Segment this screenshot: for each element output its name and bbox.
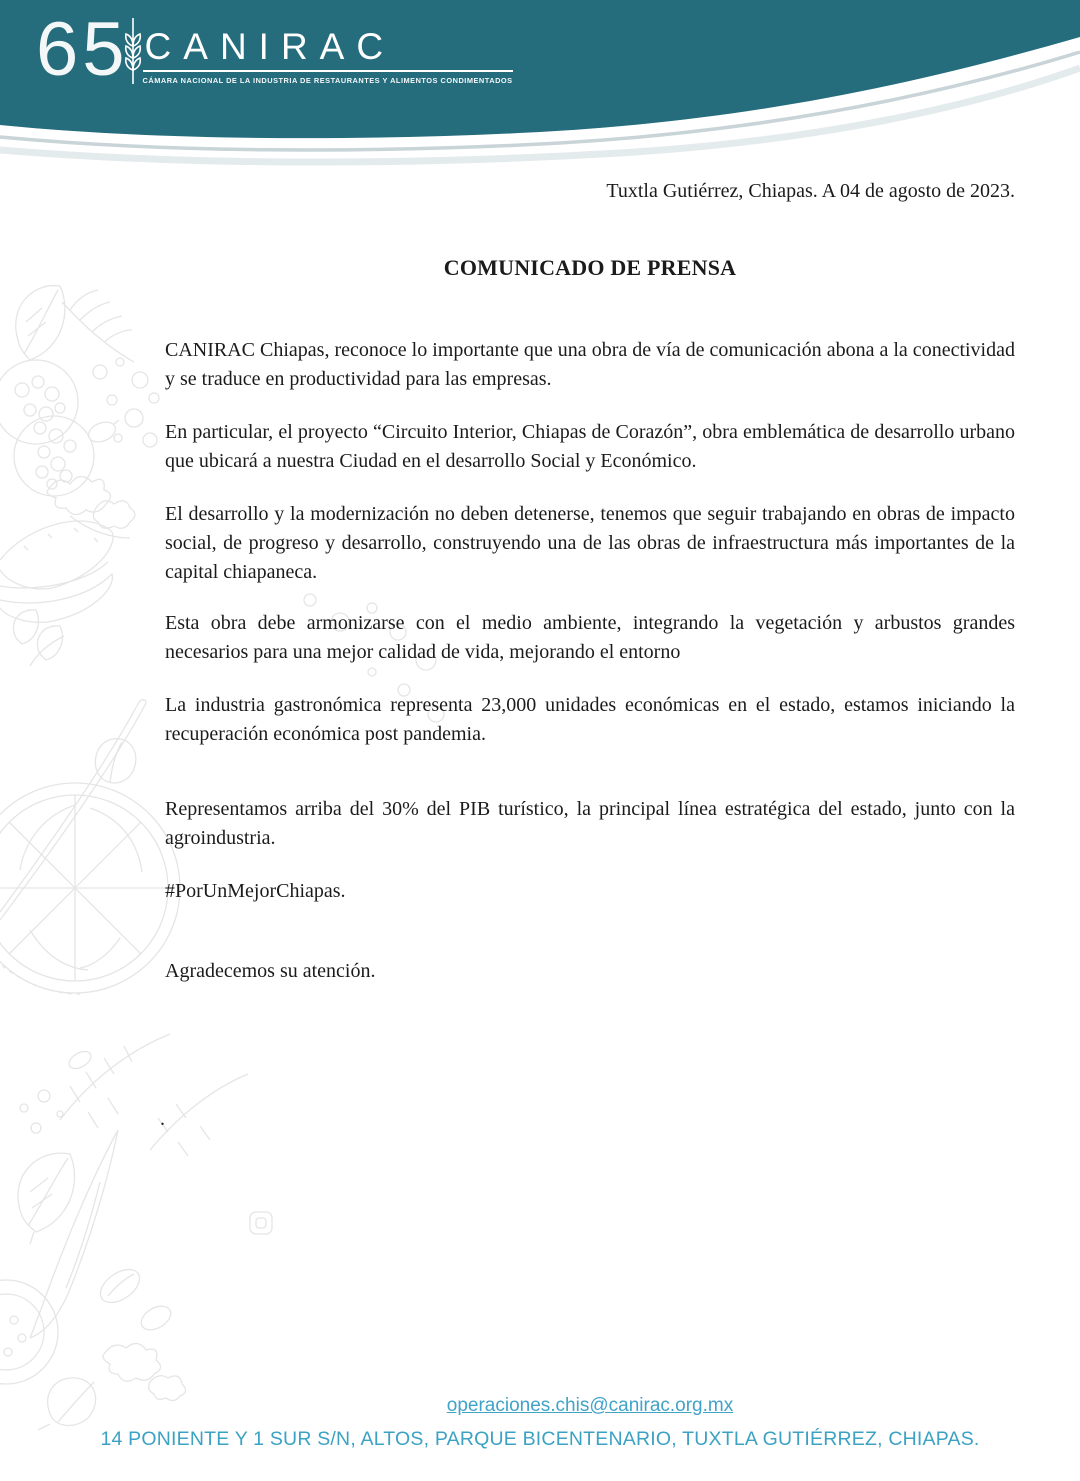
wheat-fork-icon: [122, 18, 144, 90]
body-paragraph: En particular, el proyecto “Circuito Interior, Chiapas de Corazón”, obra emblemática de desarrollo urbano que ubicará a nuestra Ciudad en el desarrollo Social y Económico.: [165, 421, 1015, 472]
letter-body: [165, 336, 1015, 1010]
stray-period: .: [160, 1108, 165, 1130]
hashtag-line: #PorUnMejorChiapas.: [165, 880, 346, 902]
basil-leaf2-sketch: [38, 1378, 96, 1430]
rounded-square-sketch: [250, 1212, 272, 1234]
body-paragraph: CANIRAC Chiapas, reconoce lo importante que una obra de vía de comunicación abona a la conectividad y se traduce en productividad para las empresas.: [165, 339, 1015, 390]
body-paragraph: La industria gastronómica representa 23,000 unidades económicas en el estado, estamos iniciando la recuperación económica post pandemia.: [165, 694, 1015, 745]
leaf2-sketch: [18, 1153, 75, 1244]
leaf-sketch: [16, 286, 65, 360]
cucumber-slice-sketch: [0, 1280, 58, 1384]
date-line: Tuxtla Gutiérrez, Chiapas. A 04 de agosto de 2023.: [606, 180, 1015, 202]
citrus-slice-sketch: [0, 783, 180, 994]
chili-leaf-sketch: [30, 1130, 118, 1338]
lemon-sketch: [86, 418, 119, 445]
footer-email-row: [165, 1395, 1015, 1417]
closing-line: Agradecemos su atención.: [165, 960, 376, 982]
basil-sketch: [13, 610, 64, 666]
logo-text-block: [143, 28, 513, 85]
body-paragraph: El desarrollo y la modernización no deben detenerse, tenemos que seguir trabajando en obras de impacto social, de progreso y desarrollo, construyendo una de las obras de infraestructura más importantes de la capital chiapaneca.: [165, 503, 1015, 583]
garlic-sketch: [95, 739, 136, 783]
parsley-sketch: [47, 476, 135, 538]
canirac-logo: [36, 7, 513, 92]
logo-tagline: CÁMARA NACIONAL DE LA INDUSTRIA DE RESTAURANTES Y ALIMENTOS CONDIMENTADOS: [142, 76, 513, 85]
dill-sprig-sketch: [62, 290, 134, 362]
page-title: COMUNICADO DE PRENSA: [443, 255, 737, 280]
logo-65-number: 65: [36, 7, 129, 92]
almonds-sketch: [95, 1263, 175, 1335]
rosemary-sketch: [60, 1034, 248, 1156]
taco-sketch: [0, 521, 113, 622]
footer-email-link[interactable]: operaciones.chis@canirac.org.mx: [446, 1395, 734, 1416]
body-paragraph: Esta obra debe armonizarse con el medio ambiente, integrando la vegetación y arbustos grandes necesarios para una mejor calidad de vida, mejorando el entorno: [165, 612, 1015, 663]
logo-wordmark: CANIRAC: [143, 28, 513, 72]
seed-dots-sketch: [20, 1048, 94, 1133]
body-paragraph: Representamos arriba del 30% del PIB turístico, la principal línea estratégica del estado, junto con la agroindustria.: [165, 798, 1015, 849]
vanilla-pod-sketch: [0, 700, 146, 920]
pomegranate-sketch: [0, 360, 94, 496]
footer-address: 14 PONIENTE Y 1 SUR S/N, ALTOS, PARQUE BICENTENARIO, TUXTLA GUTIÉRREZ, CHIAPAS.: [100, 1428, 980, 1450]
parsley2-sketch: [103, 1343, 186, 1400]
